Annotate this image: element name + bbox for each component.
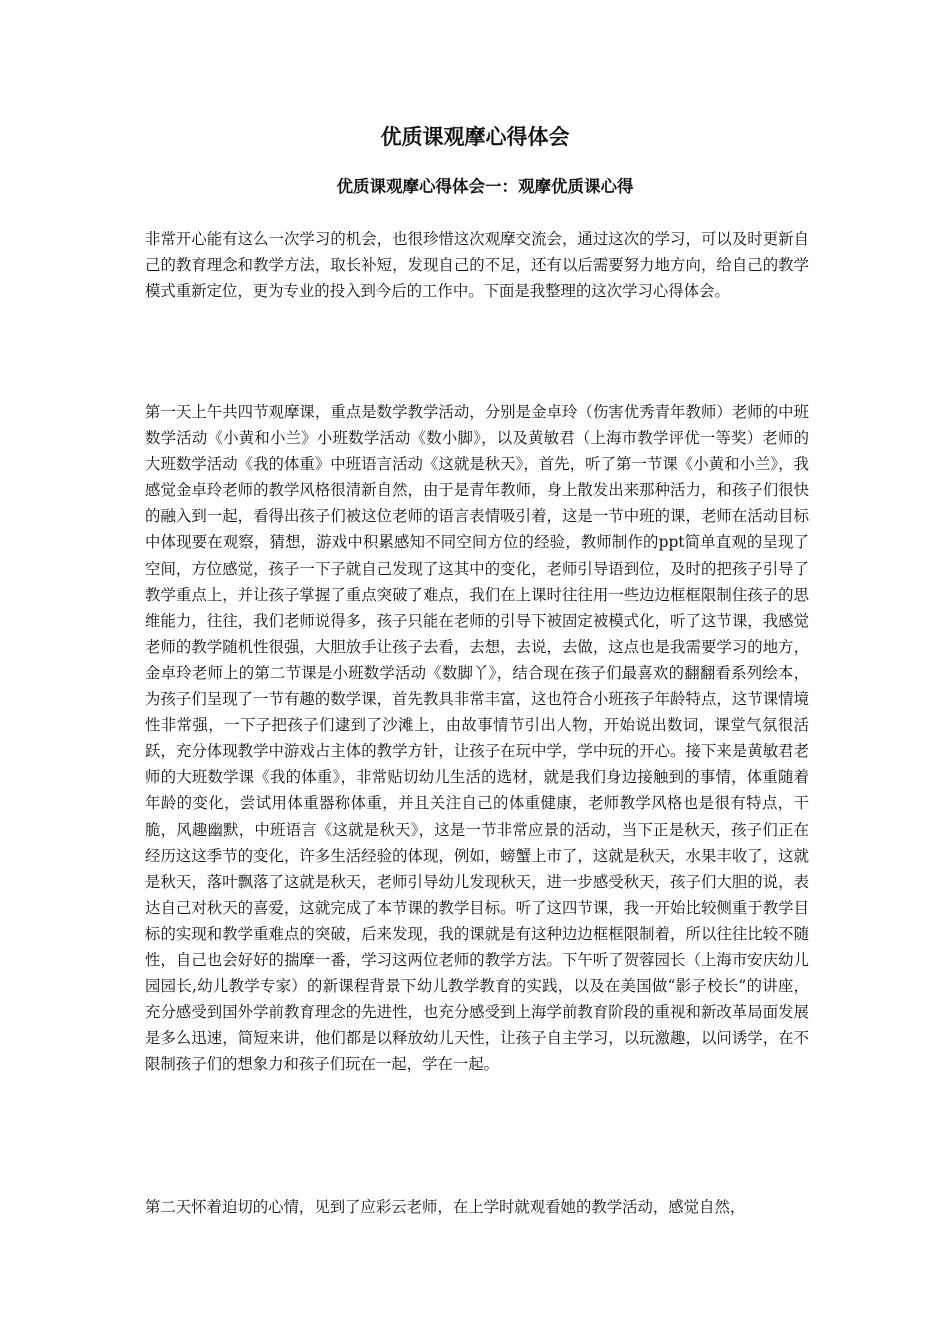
paragraph-day-two: 第二天怀着迫切的心情，见到了应彩云老师，在上学时就观看她的教学活动，感觉自然，	[145, 1198, 746, 1216]
document-subtitle: 优质课观摩心得体会一：观摩优质课心得	[336, 177, 634, 196]
paragraph-day-one: 第一天上午共四节观摩课，重点是数学教学活动，分别是金卓玲（伤害优秀青年教师）老师的中班数学活动《小黄和小兰》小班数学活动《数小脚》，以及黄敏君（上海市教学评优一等奖）老师的大班数学活动《我的体重》中班语言活动《这就是秋天》，首先，听了第一节课《小黄和小兰》，我感觉金卓玲老师的教学风格很清新自然，由于是青年教师，身上散发出来那种活力，和孩子们很快的融入到一起，看得出孩子们被这位老师的语言表情吸引着，这是一节中班的课，老师在活动目标中体现要在观察，猜想，游戏中积累感知不同空间方位的经验，教师制作的ppt简单直观的呈现了空间，方位感觉，孩子一下子就自己发现了这其中的变化，老师引导语到位，及时的把孩子引导了教学重点上，并让孩子掌握了重点突破了难点，我们在上课时往往用一些边边框框限制住孩子的思维能力，往往，我们老师说得多，孩子只能在老师的引导下被固定被模式化，听了这节课，我感觉老师的教学随机性很强，大胆放手让孩子去看，去想，去说，去做，这点也是我需要学习的地方，金卓玲老师上的第二节课是小班数学活动《数脚丫》，结合现在孩子们最喜欢的翻翻看系列绘本，为孩子们呈现了一节有趣的数学课，首先教具非常丰富，这也符合小班孩子年龄特点，这节课情境性非常强，一下子把孩子们逮到了沙滩上，由故事情节引出人物，开始说出数词，课堂气氛很活跃，充分体现教学中游戏占主体的教学方针，让孩子在玩中学，学中玩的开心。接下来是黄敏君老师的大班数学课《我的体重》，非常贴切幼儿生活的选材，就是我们身边接触到的事情，体重随着年龄的变化，尝试用体重器称体重，并且关注自己的体重健康，老师教学风格也是很有特点，干脆，风趣幽默，中班语言《这就是秋天》，这是一节非常应景的活动，当下正是秋天，孩子们正在经历这这季节的变化，许多生活经验的体现，例如，螃蟹上市了，这就是秋天，水果丰收了，这就是秋天，落叶飘落了这就是秋天，老师引导幼儿发现秋天，进一步感受秋天，孩子们大胆的说，表达自己对秋天的喜爱，这就完成了本节课的教学目标。听了这四节课，我一开始比较侧重于教学目标的实现和教学重难点的突破，后来发现，我的课就是有这种边边框框限制着，所以往往比较不随性，自己也会好好的揣摩一番，学习这两位老师的教学方法。下午听了贺蓉园长（上海市安庆幼儿园园长,幼儿教学专家）的新课程背景下幼儿教学教育的实践，以及在美国做“影子校长”的讲座，充分感受到国外学前教育理念的先进性，也充分感受到上海学前教育阶段的重视和新改革局面发展是多么迅速，简短来讲，他们都是以释放幼儿天性，让孩子自主学习，以玩激趣，以问诱学，在不限制孩子们的想象力和孩子们玩在一起，学在一起。	[145, 403, 809, 1074]
paragraph-intro: 非常开心能有这么一次学习的机会，也很珍惜这次观摩交流会，通过这次的学习，可以及时更新自己的教育理念和教学方法，取长补短，发现自己的不足，还有以后需要努力地方向，给自己的教学模式重新定位，更为专业的投入到今后的工作中。下面是我整理的这次学习心得体会。	[145, 230, 809, 301]
document-title: 优质课观摩心得体会	[380, 124, 570, 149]
